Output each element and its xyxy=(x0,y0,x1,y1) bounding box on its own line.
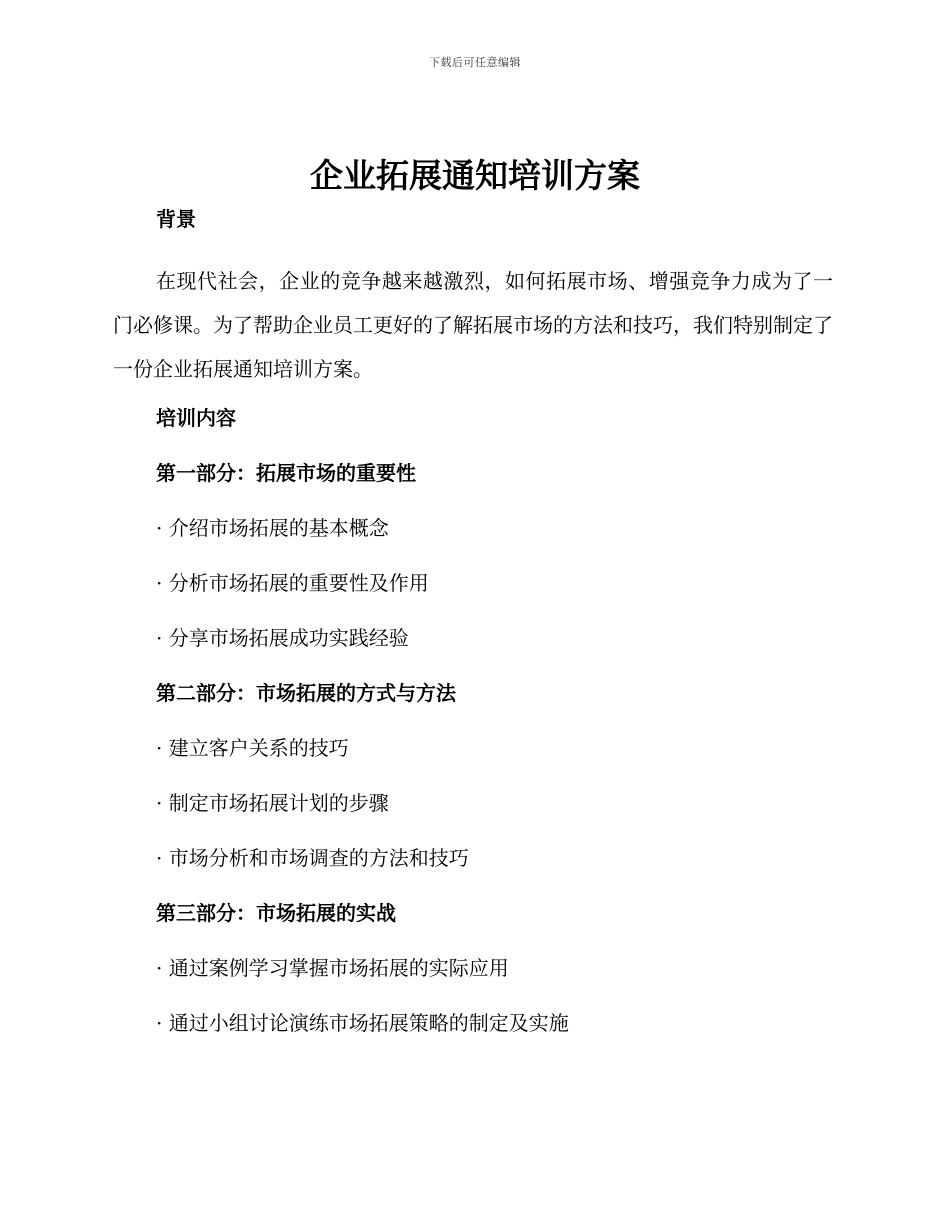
header-note: 下载后可任意编辑 xyxy=(429,56,521,69)
list-item: · 通过小组讨论演练市场拓展策略的制定及实施 xyxy=(156,1011,569,1035)
list-item: · 建立客户关系的技巧 xyxy=(156,736,349,760)
list-item: · 分享市场拓展成功实践经验 xyxy=(156,626,409,650)
list-item: · 通过案例学习掌握市场拓展的实际应用 xyxy=(156,956,509,980)
section-heading-training-content: 培训内容 xyxy=(156,406,236,430)
part3-heading: 第三部分：市场拓展的实战 xyxy=(156,901,396,925)
background-paragraph: 在现代社会，企业的竞争越来越激烈，如何拓展市场、增强竞争力成为了一门必修课。为了帮助企业员工更好的了解拓展市场的方法和技巧，我们特别制定了一份企业拓展通知培训方案。 xyxy=(113,269,833,381)
section-heading-background: 背景 xyxy=(156,207,196,231)
document-body xyxy=(113,200,833,1063)
part2-heading: 第二部分：市场拓展的方式与方法 xyxy=(156,681,456,705)
part1-heading: 第一部分：拓展市场的重要性 xyxy=(156,461,416,485)
list-item: · 市场分析和市场调查的方法和技巧 xyxy=(156,846,469,870)
list-item: · 制定市场拓展计划的步骤 xyxy=(156,791,389,815)
list-item: · 分析市场拓展的重要性及作用 xyxy=(156,571,429,595)
document-title: 企业拓展通知培训方案 xyxy=(310,156,640,195)
list-item: · 介绍市场拓展的基本概念 xyxy=(156,516,389,540)
